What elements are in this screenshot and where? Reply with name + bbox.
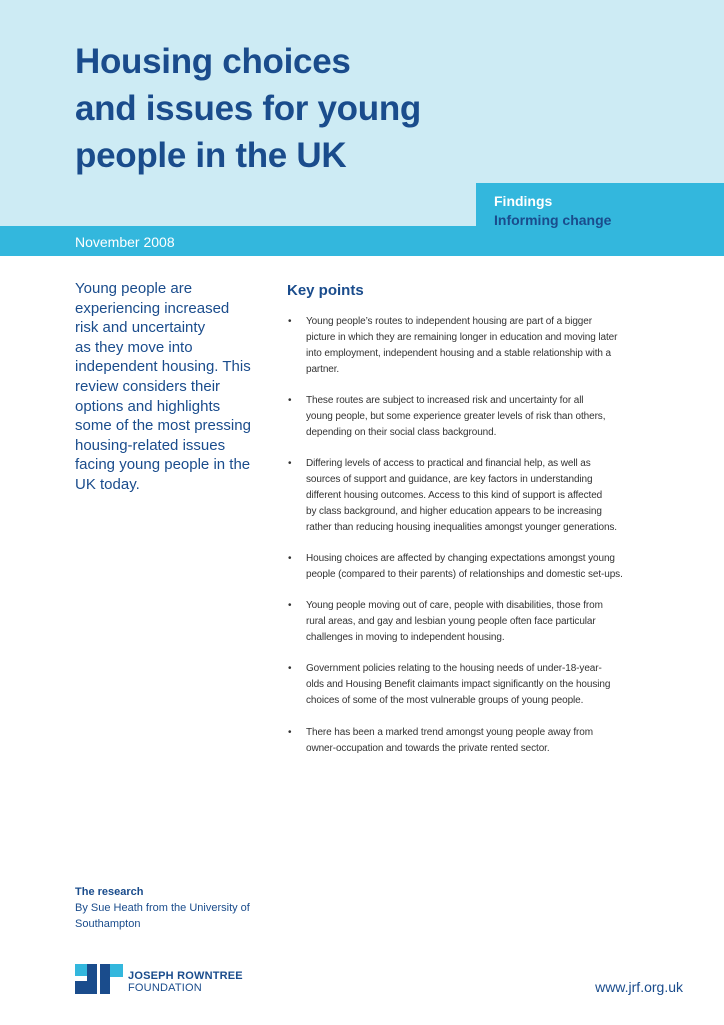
key-point-item <box>288 598 688 646</box>
key-point-text <box>306 551 688 583</box>
key-point-line: depending on their social class background. <box>306 427 497 438</box>
intro-line: UK today. <box>75 475 140 493</box>
research-credit <box>75 900 250 932</box>
title-line: people in the UK <box>75 136 347 175</box>
publication-date: November 2008 <box>75 234 175 250</box>
series-tagline: Informing change <box>494 212 612 228</box>
bullet-icon: • <box>288 663 292 674</box>
page-title <box>75 38 555 179</box>
key-point-line: olds and Housing Benefit claimants impact significantly on the housing <box>306 679 611 690</box>
key-point-text <box>306 598 688 646</box>
key-point-line: sources of support and guidance, are key factors in understanding <box>306 474 593 485</box>
key-point-line: young people, but some experience greater levels of risk than others, <box>306 411 606 422</box>
key-point-line: Government policies relating to the housing needs of under-18-year- <box>306 663 602 674</box>
key-point-line: Differing levels of access to practical and financial help, as well as <box>306 458 591 469</box>
key-point-line: picture in which they are remaining longer in education and moving later <box>306 332 618 343</box>
series-name: Findings <box>494 193 553 209</box>
key-point-line: There has been a marked trend amongst young people away from <box>306 727 593 738</box>
intro-line: risk and uncertainty <box>75 319 206 337</box>
key-point-line: rural areas, and gay and lesbian young people often face particular <box>306 616 596 627</box>
credit-line: By Sue Heath from the University of <box>75 902 250 914</box>
bullet-icon: • <box>288 395 292 406</box>
bullet-icon: • <box>288 316 292 327</box>
key-point-line: challenges in moving to independent housing. <box>306 632 505 643</box>
jrf-logo <box>75 964 270 996</box>
intro-line: some of the most pressing <box>75 417 251 435</box>
key-point-line: Young people moving out of care, people with disabilities, those from <box>306 600 603 611</box>
key-point-item <box>288 456 688 536</box>
logo-line: JOSEPH ROWNTREE <box>128 970 243 982</box>
jrf-logo-mark-icon <box>75 964 123 994</box>
research-heading: The research <box>75 886 144 898</box>
intro-line: options and highlights <box>75 397 221 415</box>
key-point-item <box>288 314 688 378</box>
key-point-text <box>306 661 688 709</box>
intro-line: experiencing increased <box>75 299 230 317</box>
intro-line: housing-related issues <box>75 436 226 454</box>
intro-line: independent housing. This <box>75 358 251 376</box>
key-point-line: owner-occupation and towards the private rented sector. <box>306 743 550 754</box>
intro-line: facing young people in the <box>75 456 251 474</box>
key-point-item <box>288 551 688 583</box>
logo-line: FOUNDATION <box>128 982 202 994</box>
intro-summary <box>75 279 270 495</box>
key-point-line: choices of some of the most vulnerable groups of young people. <box>306 695 584 706</box>
key-point-text <box>306 393 688 441</box>
website-link[interactable]: www.jrf.org.uk <box>595 979 683 995</box>
intro-line: review considers their <box>75 377 221 395</box>
key-point-line: into employment, independent housing and a stable relationship with a <box>306 348 611 359</box>
key-point-text <box>306 456 688 536</box>
key-point-line: different housing outcomes. Access to this kind of support is affected <box>306 490 603 501</box>
bullet-icon: • <box>288 727 292 738</box>
key-point-item <box>288 725 688 757</box>
credit-line: Southampton <box>75 918 141 930</box>
key-point-line: These routes are subject to increased risk and uncertainty for all <box>306 395 584 406</box>
intro-line: Young people are <box>75 280 193 297</box>
bullet-icon: • <box>288 458 292 469</box>
key-point-line: partner. <box>306 364 340 375</box>
key-point-line: people (compared to their parents) of relationships and domestic set-ups. <box>306 569 623 580</box>
key-point-item <box>288 393 688 441</box>
logo-wordmark <box>128 970 243 994</box>
key-point-text <box>306 314 688 378</box>
key-point-line: rather than reducing housing inequalities amongst younger generations. <box>306 522 617 533</box>
intro-line: as they move into <box>75 338 193 356</box>
title-line: and issues for young <box>75 89 421 128</box>
bullet-icon: • <box>288 600 292 611</box>
key-point-item <box>288 661 688 709</box>
key-points-heading: Key points <box>287 282 364 299</box>
bullet-icon: • <box>288 553 292 564</box>
key-point-line: Young people’s routes to independent housing are part of a bigger <box>306 316 592 327</box>
title-line: Housing choices <box>75 42 351 81</box>
key-point-line: by class background, and higher education appears to be increasing <box>306 506 602 517</box>
key-point-text <box>306 725 688 757</box>
key-point-line: Housing choices are affected by changing expectations amongst young <box>306 553 615 564</box>
